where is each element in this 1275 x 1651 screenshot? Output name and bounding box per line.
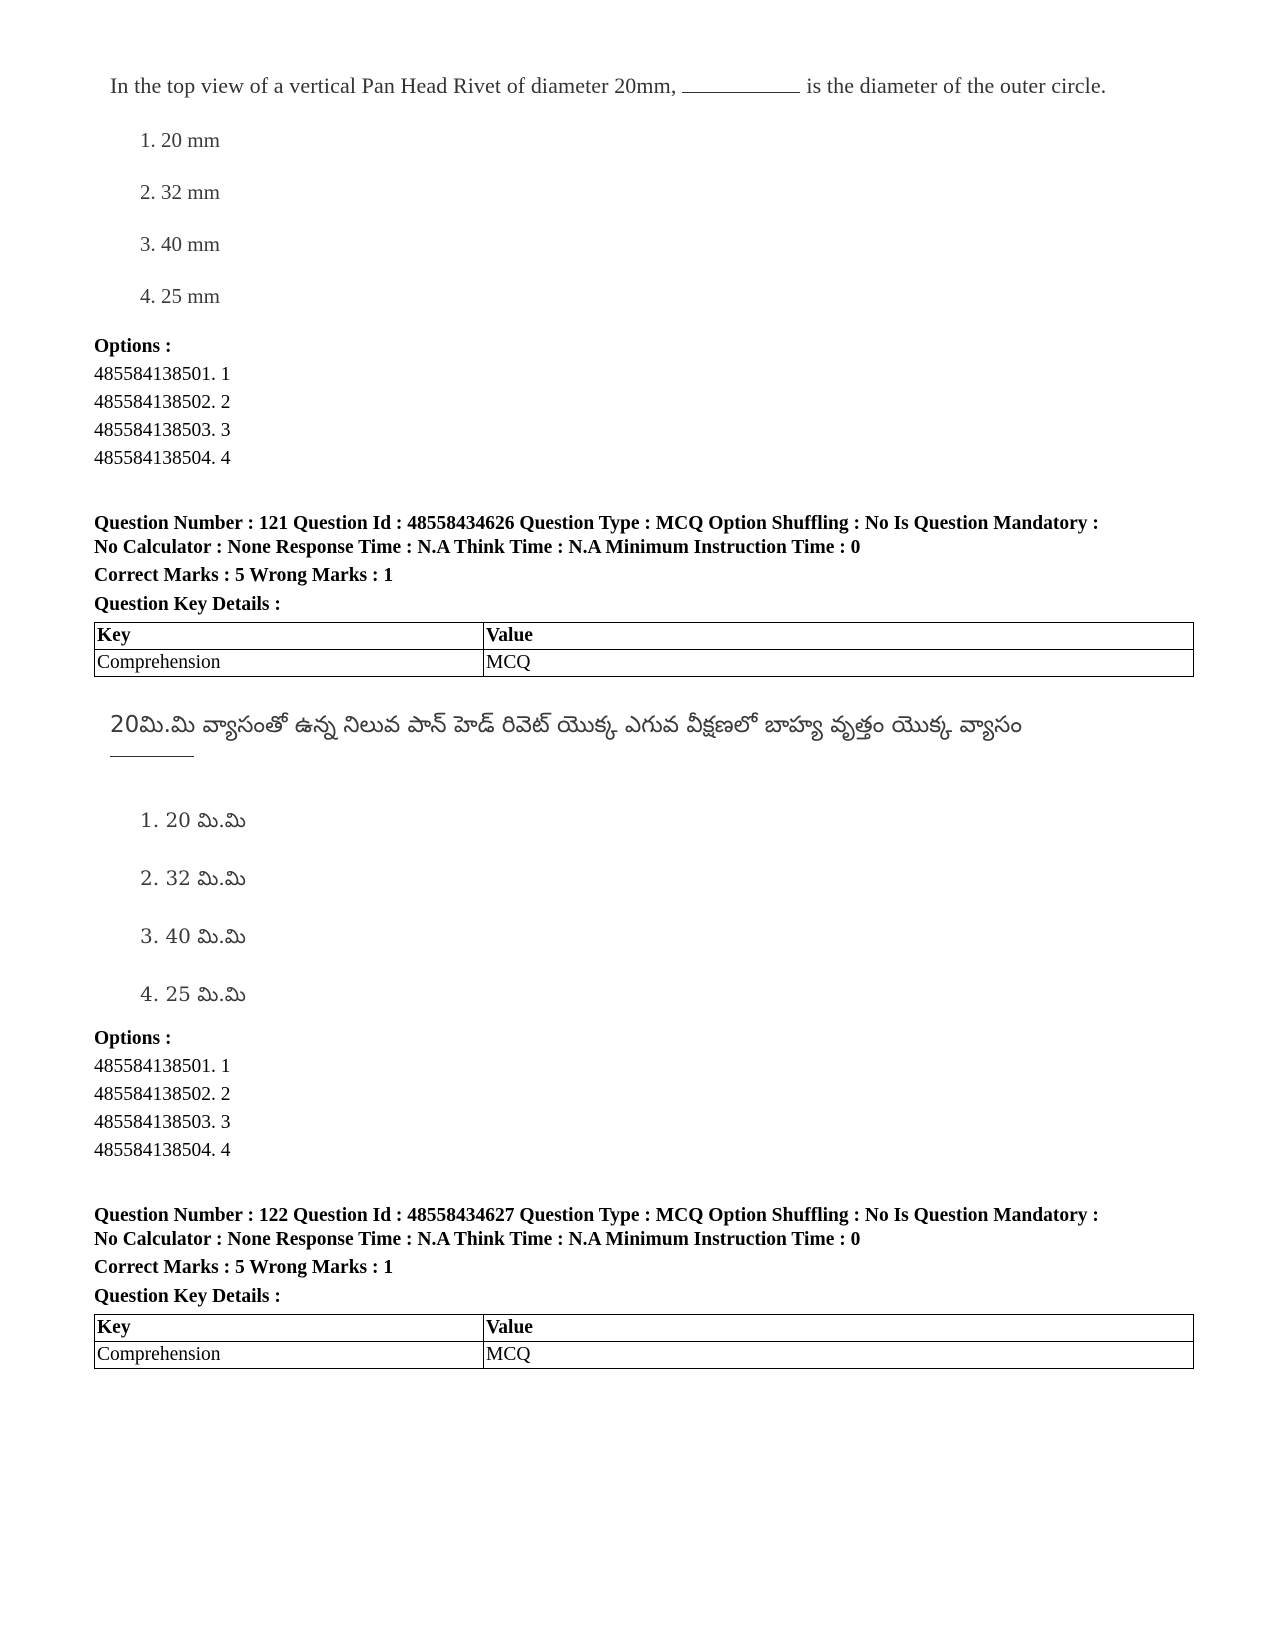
- question-image-telugu: [94, 712, 1204, 744]
- choice-3: 3. 40 mm: [140, 232, 220, 256]
- question-key-details-label: Question Key Details :: [94, 594, 281, 615]
- choice-4: 4. 25 mm: [140, 284, 220, 308]
- choice-1: 1. 20 mm: [140, 128, 220, 152]
- question-meta-line-2: No Calculator : None Response Time : N.A Think Time : N.A Minimum Instruction Time : 0: [94, 537, 861, 558]
- table-cell-value: MCQ: [484, 1342, 1194, 1369]
- option-id-1: 485584138501. 1: [94, 364, 231, 385]
- question-key-table: [94, 622, 1194, 677]
- choice-1: 1. 20 మి.మి: [140, 808, 246, 832]
- table-header-row: [95, 623, 1194, 650]
- option-id-1: 485584138501. 1: [94, 1056, 231, 1077]
- option-id-2: 485584138502. 2: [94, 1084, 231, 1105]
- question-stem-telugu: 20మి.మి వ్యాసంతో ఉన్న నిలువ పాన్ హెడ్ రివెట్ యొక్క ఎగువ వీక్షణలో బాహ్య వృత్తం యొక్క వ్యాసం: [110, 712, 1022, 738]
- table-header-key: Key: [95, 623, 484, 650]
- table-cell-key: Comprehension: [95, 1342, 484, 1369]
- table-header-value: Value: [484, 623, 1194, 650]
- choice-4: 4. 25 మి.మి: [140, 982, 246, 1006]
- table-cell-value: MCQ: [484, 650, 1194, 677]
- option-id-3: 485584138503. 3: [94, 420, 231, 441]
- options-label: Options :: [94, 1028, 172, 1049]
- table-header-key: Key: [95, 1315, 484, 1342]
- table-row: [95, 650, 1194, 677]
- question-stem: [110, 73, 1220, 99]
- option-id-4: 485584138504. 4: [94, 1140, 231, 1161]
- question-key-table: [94, 1314, 1194, 1369]
- option-id-3: 485584138503. 3: [94, 1112, 231, 1133]
- question-image-english: [94, 73, 1204, 99]
- option-id-4: 485584138504. 4: [94, 448, 231, 469]
- table-header-value: Value: [484, 1315, 1194, 1342]
- choice-2: 2. 32 mm: [140, 180, 220, 204]
- question-meta-line-1: Question Number : 121 Question Id : 48558434626 Question Type : MCQ Option Shuffling : No Is Question Mandatory :: [94, 513, 1099, 534]
- table-cell-key: Comprehension: [95, 650, 484, 677]
- question-stem-after: is the diameter of the outer circle.: [806, 73, 1107, 98]
- question-meta-line-2: No Calculator : None Response Time : N.A Think Time : N.A Minimum Instruction Time : 0: [94, 1229, 861, 1250]
- choice-3: 3. 40 మి.మి: [140, 924, 246, 948]
- question-key-details-label: Question Key Details :: [94, 1286, 281, 1307]
- question-marks: Correct Marks : 5 Wrong Marks : 1: [94, 565, 394, 586]
- answer-blank: [110, 756, 194, 757]
- answer-blank: [682, 74, 800, 93]
- choice-2: 2. 32 మి.మి: [140, 866, 246, 890]
- table-header-row: [95, 1315, 1194, 1342]
- question-stem-before: In the top view of a vertical Pan Head Rivet of diameter 20mm,: [110, 73, 677, 98]
- options-label: Options :: [94, 336, 172, 357]
- option-id-2: 485584138502. 2: [94, 392, 231, 413]
- question-marks: Correct Marks : 5 Wrong Marks : 1: [94, 1257, 394, 1278]
- question-meta-line-1: Question Number : 122 Question Id : 48558434627 Question Type : MCQ Option Shuffling : No Is Question Mandatory :: [94, 1205, 1099, 1226]
- table-row: [95, 1342, 1194, 1369]
